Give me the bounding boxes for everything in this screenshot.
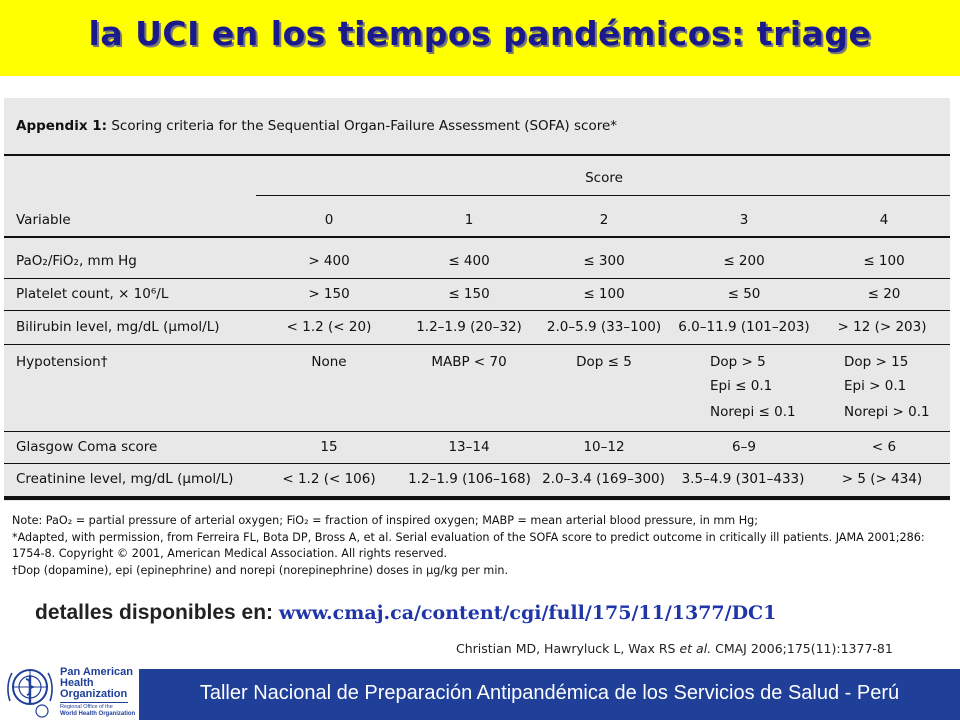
table-cell: > 5 (> 434) [841, 471, 923, 487]
note-line: *Adapted, with permission, from Ferreira FL, Bota DP, Bross A, et al. Serial evaluation of the SOFA score to predict outcome in critically ill patients. JAMA 2001;286: [12, 530, 925, 544]
table-cell: 15 [320, 439, 338, 455]
row-variable: Platelet count, × 10⁶/L [16, 286, 169, 302]
table-cell: 2.0–3.4 (169–300) [542, 471, 665, 487]
table-cell: MABP < 70 [431, 354, 507, 370]
table-rule-score [256, 195, 950, 196]
appendix-label: Appendix 1: [16, 118, 108, 134]
row-variable: Creatinine level, mg/dL (μmol/L) [16, 471, 234, 487]
table-cell: 13–14 [448, 439, 490, 455]
citation [456, 641, 893, 656]
logo-name-line1: Pan American [60, 666, 133, 678]
note-line: Note: PaO₂ = partial pressure of arterial oxygen; FiO₂ = fraction of inspired oxygen; MABP = mean arterial blood pressure, in mm Hg; [12, 514, 759, 527]
table-cell: < 6 [871, 439, 897, 455]
table-cell: ≤ 150 [448, 286, 490, 302]
score-col-0: 0 [324, 212, 334, 228]
table-cell: > 12 (> 203) [837, 319, 927, 335]
table-rule-1 [4, 278, 950, 279]
table-rule-top [4, 154, 950, 156]
details-url-link[interactable]: www.cmaj.ca/content/cgi/full/175/11/1377/DC1 [278, 602, 777, 624]
logo-divider [60, 702, 128, 703]
table-cell: ≤ 50 [727, 286, 761, 302]
table-cell: ≤ 200 [723, 253, 765, 269]
table-cell: 3.5–4.9 (301–433) [681, 471, 805, 487]
table-cell: Norepi > 0.1 [844, 404, 930, 420]
note-line: †Dop (dopamine), epi (epinephrine) and norepi (norepinephrine) doses in μg/kg per min. [12, 563, 509, 577]
table-cell: ≤ 100 [583, 286, 625, 302]
note-line: 1754-8. Copyright © 2001, American Medical Association. All rights reserved. [12, 547, 448, 560]
table-cell: Epi > 0.1 [844, 378, 907, 394]
table-cell: 10–12 [583, 439, 625, 455]
table-cell: ≤ 100 [863, 253, 905, 269]
table-cell: None [311, 354, 347, 370]
footer-band [139, 669, 960, 720]
score-header: Score [585, 170, 623, 186]
score-col-2: 2 [599, 212, 609, 228]
logo-name-line3: Organization [60, 688, 128, 700]
table-cell: 2.0–5.9 (33–100) [546, 319, 662, 335]
table-cell: > 150 [308, 286, 350, 302]
citation-etal: et al. [679, 641, 712, 656]
footer-text: Taller Nacional de Preparación Antipandémica de los Servicios de Salud - Perú [199, 682, 900, 704]
row-variable: PaO₂/FiO₂, mm Hg [16, 253, 137, 269]
appendix-title [16, 118, 617, 134]
citation-journal: CMAJ 2006;175(11):1377-81 [711, 641, 893, 656]
table-rule-header [4, 236, 950, 238]
logo-sub-line2: World Health Organization [60, 711, 136, 717]
row-variable: Hypotension† [16, 354, 108, 370]
score-col-3: 3 [739, 212, 749, 228]
table-cell: < 1.2 (< 106) [282, 471, 376, 487]
table-rule-3 [4, 344, 950, 345]
table-rule-2 [4, 310, 950, 311]
row-variable: Glasgow Coma score [16, 439, 158, 455]
table-rule-5 [4, 463, 950, 464]
table-cell: Dop > 15 [844, 354, 909, 370]
appendix-caption: Scoring criteria for the Sequential Organ-Failure Assessment (SOFA) score* [107, 118, 618, 134]
table-cell: Epi ≤ 0.1 [710, 378, 773, 394]
table-cell: Norepi ≤ 0.1 [710, 404, 796, 420]
table-cell: ≤ 300 [583, 253, 625, 269]
table-cell: < 1.2 (< 20) [286, 319, 372, 335]
table-rule-4 [4, 431, 950, 432]
logo-name-line2: Health [60, 677, 94, 689]
table-cell: 1.2–1.9 (20–32) [416, 319, 522, 335]
table-rule-bottom [4, 496, 950, 500]
table-cell: Dop > 5 [710, 354, 766, 370]
row-variable: Bilirubin level, mg/dL (μmol/L) [16, 319, 220, 335]
score-col-1: 1 [464, 212, 474, 228]
paho-emblem-icon [2, 663, 58, 719]
logo-sub-line1: Regional Office of the [60, 704, 113, 710]
details-label: detalles disponibles en: [35, 601, 279, 624]
table-cell: 6.0–11.9 (101–203) [678, 319, 810, 335]
score-col-4: 4 [879, 212, 889, 228]
table-notes [12, 513, 942, 579]
variable-header: Variable [16, 212, 71, 228]
slide-title: la UCI en los tiempos pandémicos: triage [88, 14, 872, 53]
table-cell: ≤ 20 [867, 286, 901, 302]
sofa-table [4, 98, 950, 501]
details-line [35, 601, 776, 625]
title-band [0, 0, 960, 76]
paho-logo [0, 662, 136, 720]
table-cell: 6–9 [732, 439, 756, 455]
citation-authors: Christian MD, Hawryluck L, Wax RS [456, 641, 680, 656]
table-cell: Dop ≤ 5 [576, 354, 632, 370]
table-cell: 1.2–1.9 (106–168) [408, 471, 531, 487]
table-cell: ≤ 400 [448, 253, 490, 269]
table-cell: > 400 [308, 253, 350, 269]
